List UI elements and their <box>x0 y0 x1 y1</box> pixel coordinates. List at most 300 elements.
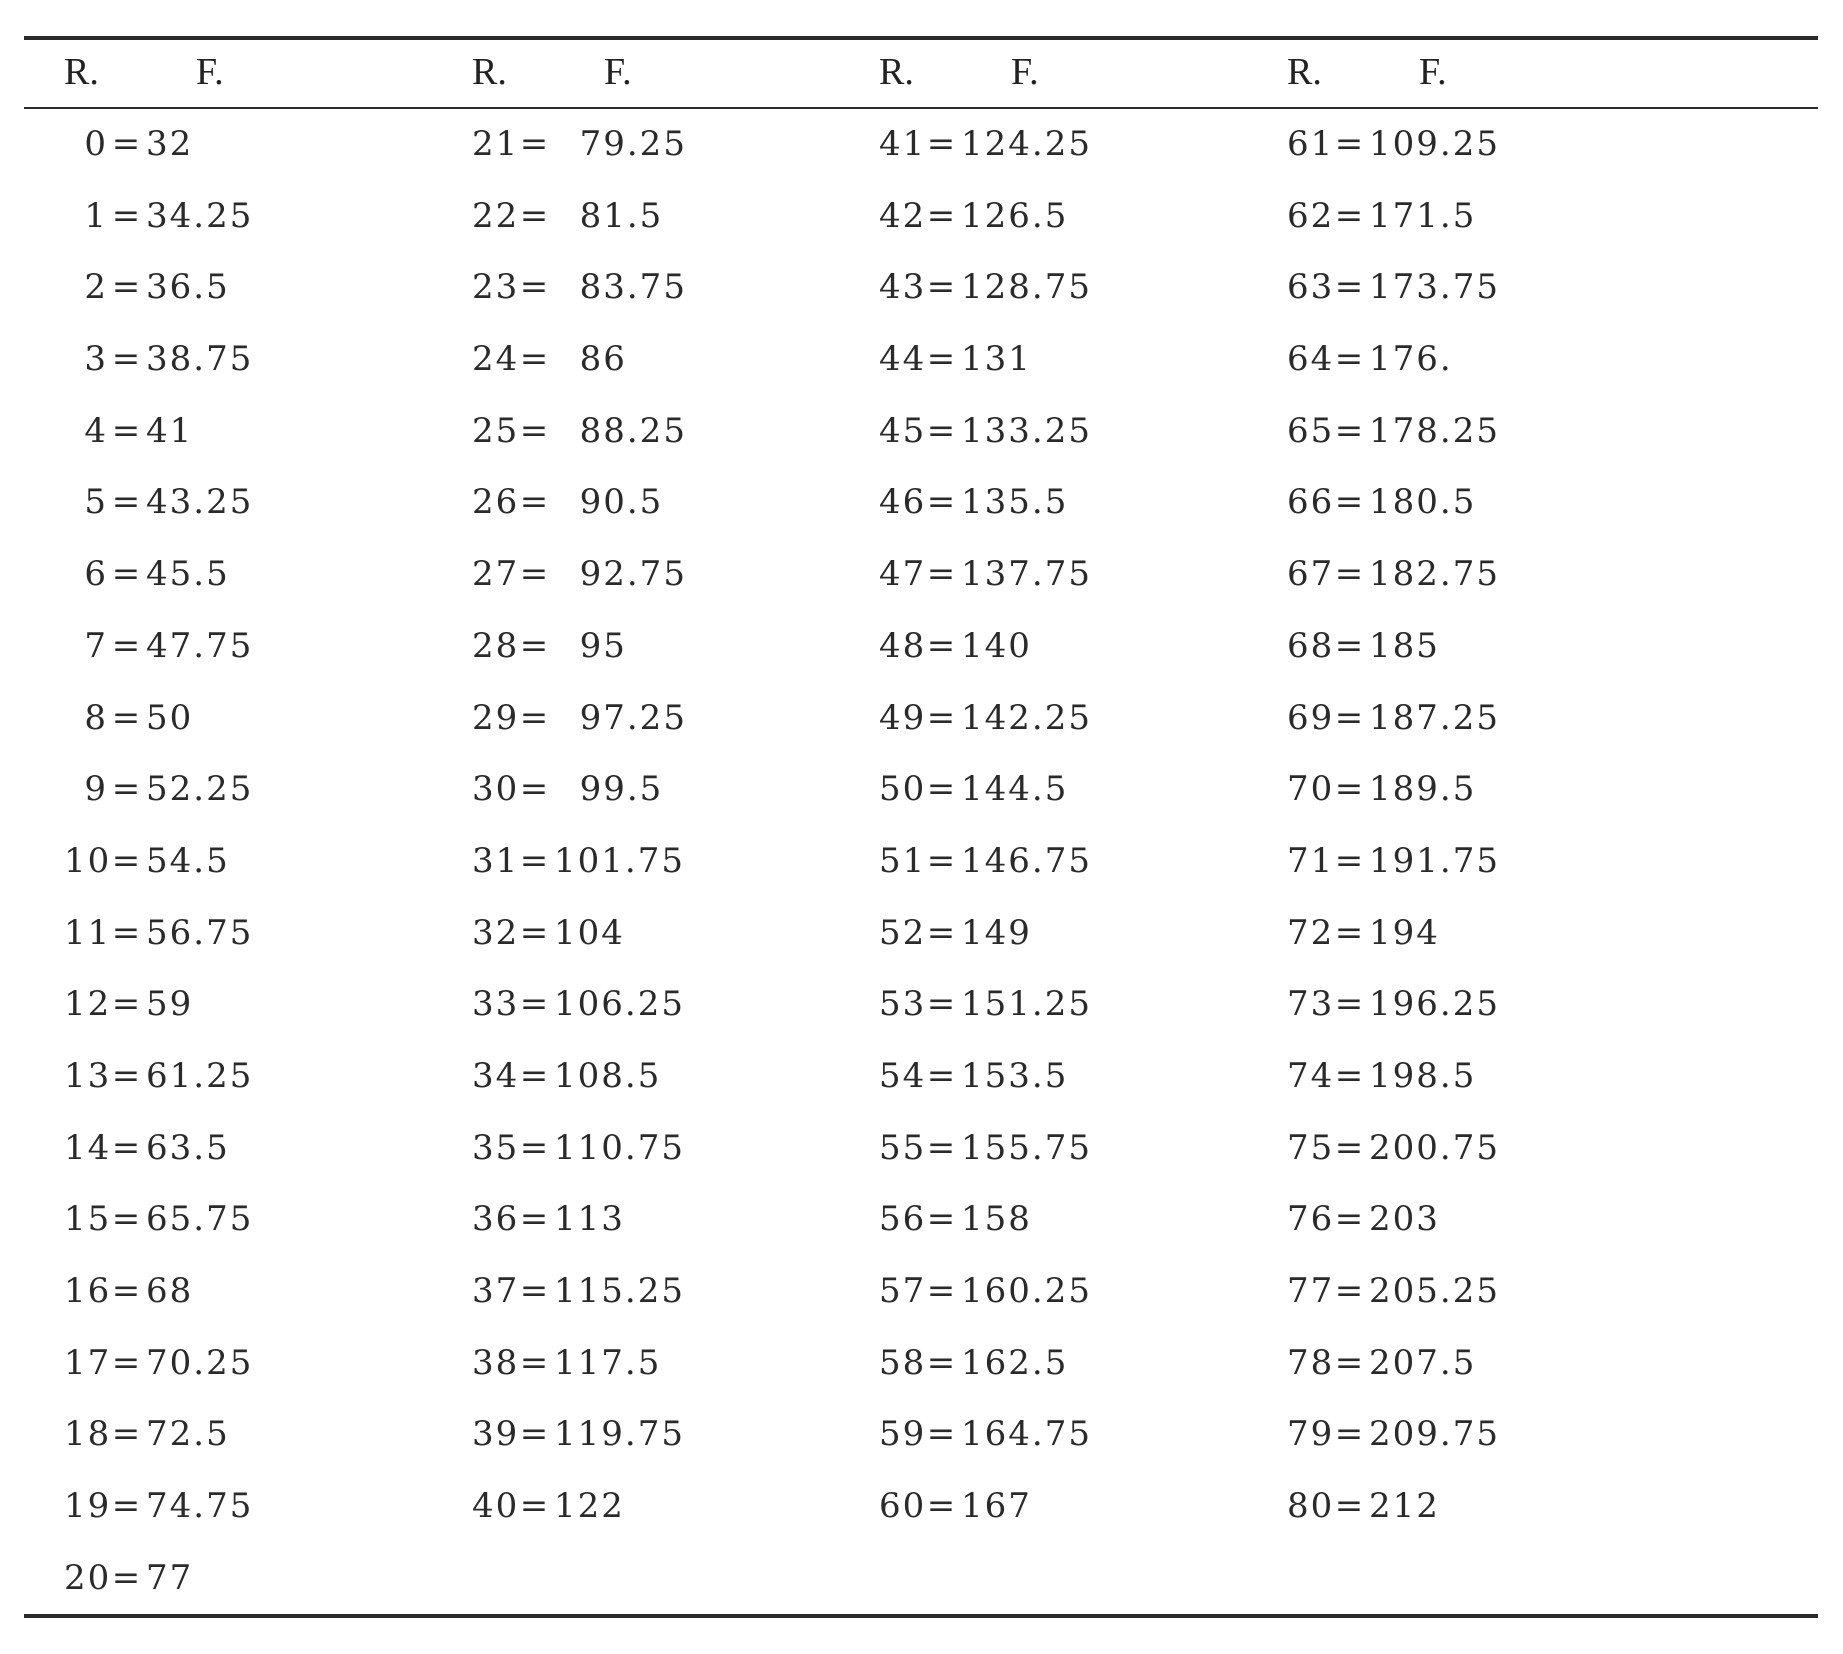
table-entry <box>879 761 1092 833</box>
table-top-rule <box>24 36 1818 40</box>
reaumur-value: 20 <box>64 1557 112 1598</box>
equals-sign: = <box>519 1271 551 1311</box>
table-entry <box>472 1478 687 1550</box>
table-entry <box>64 1550 253 1622</box>
table-entry <box>472 403 687 475</box>
table-entry <box>472 690 687 762</box>
fahrenheit-value: 173.75 <box>1369 267 1500 308</box>
fahrenheit-value: 191.75 <box>1369 840 1500 881</box>
equals-sign: = <box>926 482 958 523</box>
equals-sign: = <box>1334 769 1366 810</box>
equals-sign: = <box>926 1127 958 1168</box>
reaumur-value: 14 <box>64 1127 112 1168</box>
reaumur-value: 74 <box>1287 1055 1335 1096</box>
fahrenheit-value: 207.5 <box>1369 1342 1477 1383</box>
equals-sign: = <box>1334 697 1366 738</box>
table-entry <box>64 1048 253 1120</box>
reaumur-value: 44 <box>879 339 927 380</box>
reaumur-value: 60 <box>879 1486 927 1527</box>
fahrenheit-value: 59 <box>146 984 194 1025</box>
reaumur-value: 66 <box>1287 482 1335 523</box>
fahrenheit-value: 158 <box>961 1199 1032 1240</box>
table-entry <box>879 1120 1092 1192</box>
table-entry <box>472 474 687 546</box>
reaumur-value: 12 <box>64 984 112 1025</box>
equals-sign: = <box>519 769 551 810</box>
table-entry <box>1287 188 1500 260</box>
fahrenheit-value: 45.5 <box>146 554 230 595</box>
equals-sign: = <box>111 554 143 595</box>
fahrenheit-value: 38.75 <box>146 339 254 380</box>
table-entry <box>472 1048 687 1120</box>
equals-sign: = <box>1334 410 1366 451</box>
equals-sign: = <box>926 625 958 666</box>
table-entry <box>1287 546 1500 618</box>
fahrenheit-value: 128.75 <box>961 267 1092 308</box>
equals-sign: = <box>519 554 551 595</box>
table-entry <box>472 188 687 260</box>
column-rows <box>1287 116 1500 1550</box>
table-entry <box>64 905 253 977</box>
reaumur-value: 62 <box>1287 195 1335 236</box>
equals-sign: = <box>1334 912 1366 953</box>
reaumur-value: 26 <box>472 482 520 523</box>
table-entry <box>64 474 253 546</box>
equals-sign: = <box>1334 1127 1366 1168</box>
table-entry <box>879 1478 1092 1550</box>
fahrenheit-value: 160.25 <box>961 1271 1092 1311</box>
fahrenheit-value: 90.5 <box>554 482 664 523</box>
reaumur-value: 51 <box>879 840 927 881</box>
table-entry <box>64 761 253 833</box>
equals-sign: = <box>519 1414 551 1455</box>
equals-sign: = <box>519 697 551 738</box>
table-entry <box>1287 1263 1500 1335</box>
reaumur-value: 64 <box>1287 339 1335 380</box>
reaumur-value: 1 <box>84 195 108 236</box>
equals-sign: = <box>1334 840 1366 881</box>
header-r-label: R. <box>1287 51 1322 93</box>
table-entry <box>879 116 1092 188</box>
table-entry <box>879 618 1092 690</box>
equals-sign: = <box>926 1414 958 1455</box>
equals-sign: = <box>519 984 551 1025</box>
equals-sign: = <box>1334 267 1366 308</box>
reaumur-value: 27 <box>472 554 520 595</box>
equals-sign: = <box>519 1127 551 1168</box>
table-entry <box>1287 1335 1500 1407</box>
equals-sign: = <box>519 1486 551 1527</box>
equals-sign: = <box>1334 124 1366 164</box>
fahrenheit-value: 95 <box>554 625 627 666</box>
table-entry <box>472 618 687 690</box>
fahrenheit-value: 185 <box>1369 625 1440 666</box>
reaumur-value: 19 <box>64 1486 112 1527</box>
fahrenheit-value: 56.75 <box>146 912 254 953</box>
table-bottom-rule <box>24 1614 1818 1618</box>
table-entry <box>472 1263 687 1335</box>
reaumur-value: 48 <box>879 625 927 666</box>
equals-sign: = <box>926 1055 958 1096</box>
reaumur-value: 72 <box>1287 912 1335 953</box>
table-entry <box>1287 690 1500 762</box>
reaumur-value: 29 <box>472 697 520 738</box>
fahrenheit-value: 88.25 <box>554 410 687 451</box>
equals-sign: = <box>926 267 958 308</box>
fahrenheit-value: 43.25 <box>146 482 254 523</box>
equals-sign: = <box>111 984 143 1025</box>
equals-sign: = <box>111 1486 143 1527</box>
reaumur-value: 6 <box>84 554 108 595</box>
header-f-label: F. <box>1419 51 1447 93</box>
equals-sign: = <box>111 1127 143 1168</box>
equals-sign: = <box>519 410 551 451</box>
fahrenheit-value: 149 <box>961 912 1032 953</box>
reaumur-value: 4 <box>84 410 108 451</box>
table-entry <box>879 259 1092 331</box>
fahrenheit-value: 63.5 <box>146 1127 230 1168</box>
reaumur-value: 13 <box>64 1055 112 1096</box>
fahrenheit-value: 171.5 <box>1369 195 1477 236</box>
equals-sign: = <box>926 1486 958 1527</box>
reaumur-value: 54 <box>879 1055 927 1096</box>
equals-sign: = <box>111 1342 143 1383</box>
reaumur-value: 42 <box>879 195 927 236</box>
fahrenheit-value: 176. <box>1369 339 1453 380</box>
reaumur-value: 7 <box>84 625 108 666</box>
table-entry <box>879 474 1092 546</box>
equals-sign: = <box>111 769 143 810</box>
reaumur-value: 31 <box>472 840 520 881</box>
fahrenheit-value: 34.25 <box>146 195 254 236</box>
table-entry <box>472 1191 687 1263</box>
reaumur-value: 78 <box>1287 1342 1335 1383</box>
table-entry <box>879 833 1092 905</box>
table-entry <box>64 546 253 618</box>
reaumur-value: 39 <box>472 1414 520 1455</box>
fahrenheit-value: 119.75 <box>554 1414 685 1455</box>
reaumur-value: 15 <box>64 1199 112 1240</box>
column-rows <box>879 116 1092 1550</box>
equals-sign: = <box>519 267 551 308</box>
reaumur-value: 63 <box>1287 267 1335 308</box>
table-entry <box>879 1335 1092 1407</box>
table-entry <box>1287 761 1500 833</box>
fahrenheit-value: 72.5 <box>146 1414 230 1455</box>
equals-sign: = <box>1334 1055 1366 1096</box>
header-f-label: F. <box>196 51 224 93</box>
equals-sign: = <box>1334 554 1366 595</box>
reaumur-value: 79 <box>1287 1414 1335 1455</box>
table-entry <box>879 1406 1092 1478</box>
column-rows <box>472 116 687 1550</box>
header-r-label: R. <box>879 51 914 93</box>
fahrenheit-value: 81.5 <box>554 195 664 236</box>
reaumur-value: 50 <box>879 769 927 810</box>
reaumur-value: 43 <box>879 267 927 308</box>
equals-sign: = <box>926 339 958 380</box>
fahrenheit-value: 146.75 <box>961 840 1092 881</box>
equals-sign: = <box>1334 984 1366 1025</box>
reaumur-value: 16 <box>64 1271 112 1311</box>
table-entry <box>1287 259 1500 331</box>
equals-sign: = <box>1334 1271 1366 1311</box>
reaumur-value: 65 <box>1287 410 1335 451</box>
fahrenheit-value: 153.5 <box>961 1055 1069 1096</box>
reaumur-value: 17 <box>64 1342 112 1383</box>
fahrenheit-value: 36.5 <box>146 267 230 308</box>
table-entry <box>879 1263 1092 1335</box>
table-entry <box>472 1120 687 1192</box>
equals-sign: = <box>1334 195 1366 236</box>
fahrenheit-value: 104 <box>554 912 625 953</box>
table-entry <box>472 331 687 403</box>
fahrenheit-value: 140 <box>961 625 1032 666</box>
fahrenheit-value: 32 <box>146 124 194 164</box>
fahrenheit-value: 200.75 <box>1369 1127 1500 1168</box>
reaumur-value: 76 <box>1287 1199 1335 1240</box>
reaumur-value: 52 <box>879 912 927 953</box>
reaumur-value: 67 <box>1287 554 1335 595</box>
fahrenheit-value: 99.5 <box>554 769 664 810</box>
header-r-label: R. <box>472 51 507 93</box>
table-entry <box>64 188 253 260</box>
fahrenheit-value: 144.5 <box>961 769 1069 810</box>
table-entry <box>1287 403 1500 475</box>
reaumur-value: 23 <box>472 267 520 308</box>
table-entry <box>1287 833 1500 905</box>
equals-sign: = <box>111 482 143 523</box>
reaumur-value: 22 <box>472 195 520 236</box>
fahrenheit-value: 117.5 <box>554 1342 662 1383</box>
reaumur-value: 61 <box>1287 124 1335 164</box>
reaumur-value: 40 <box>472 1486 520 1527</box>
table-entry <box>472 833 687 905</box>
fahrenheit-value: 182.75 <box>1369 554 1500 595</box>
reaumur-value: 41 <box>879 124 927 164</box>
table-entry <box>1287 618 1500 690</box>
table-entry <box>64 403 253 475</box>
fahrenheit-value: 65.75 <box>146 1199 254 1240</box>
equals-sign: = <box>111 912 143 953</box>
reaumur-value: 47 <box>879 554 927 595</box>
table-entry <box>472 259 687 331</box>
equals-sign: = <box>519 912 551 953</box>
reaumur-value: 56 <box>879 1199 927 1240</box>
reaumur-value: 57 <box>879 1271 927 1311</box>
reaumur-value: 75 <box>1287 1127 1335 1168</box>
equals-sign: = <box>111 267 143 308</box>
reaumur-value: 45 <box>879 410 927 451</box>
equals-sign: = <box>111 840 143 881</box>
fahrenheit-value: 194 <box>1369 912 1440 953</box>
header-r-label: R. <box>64 51 99 93</box>
fahrenheit-value: 124.25 <box>961 124 1092 164</box>
equals-sign: = <box>519 840 551 881</box>
fahrenheit-value: 133.25 <box>961 410 1092 451</box>
fahrenheit-value: 92.75 <box>554 554 687 595</box>
table-entry <box>1287 1191 1500 1263</box>
reaumur-value: 33 <box>472 984 520 1025</box>
column-rows <box>64 116 253 1621</box>
fahrenheit-value: 54.5 <box>146 840 230 881</box>
reaumur-value: 21 <box>472 124 520 164</box>
table-entry <box>879 976 1092 1048</box>
equals-sign: = <box>1334 1199 1366 1240</box>
reaumur-value: 53 <box>879 984 927 1025</box>
reaumur-value: 55 <box>879 1127 927 1168</box>
table-entry <box>64 1478 253 1550</box>
table-entry <box>64 1191 253 1263</box>
table-entry <box>879 546 1092 618</box>
table-entry <box>1287 1048 1500 1120</box>
fahrenheit-value: 41 <box>146 410 194 451</box>
equals-sign: = <box>1334 625 1366 666</box>
equals-sign: = <box>111 1199 143 1240</box>
equals-sign: = <box>519 195 551 236</box>
equals-sign: = <box>519 625 551 666</box>
equals-sign: = <box>519 1199 551 1240</box>
fahrenheit-value: 178.25 <box>1369 410 1500 451</box>
fahrenheit-value: 151.25 <box>961 984 1092 1025</box>
table-entry <box>1287 1120 1500 1192</box>
equals-sign: = <box>926 1342 958 1383</box>
fahrenheit-value: 126.5 <box>961 195 1069 236</box>
header-f-label: F. <box>1011 51 1039 93</box>
reaumur-value: 35 <box>472 1127 520 1168</box>
equals-sign: = <box>1334 1342 1366 1383</box>
table-entry <box>879 1191 1092 1263</box>
reaumur-value: 0 <box>84 124 108 164</box>
fahrenheit-value: 155.75 <box>961 1127 1092 1168</box>
equals-sign: = <box>926 769 958 810</box>
table-entry <box>879 188 1092 260</box>
table-entry <box>64 976 253 1048</box>
reaumur-value: 2 <box>84 267 108 308</box>
equals-sign: = <box>111 195 143 236</box>
table-entry <box>64 833 253 905</box>
table-entry <box>1287 905 1500 977</box>
fahrenheit-value: 109.25 <box>1369 124 1500 164</box>
equals-sign: = <box>111 625 143 666</box>
table-entry <box>1287 116 1500 188</box>
reaumur-value: 38 <box>472 1342 520 1383</box>
reaumur-value: 68 <box>1287 625 1335 666</box>
fahrenheit-value: 70.25 <box>146 1342 254 1383</box>
table-entry <box>879 905 1092 977</box>
fahrenheit-value: 50 <box>146 697 194 738</box>
equals-sign: = <box>519 124 551 164</box>
fahrenheit-value: 209.75 <box>1369 1414 1500 1455</box>
table-entry <box>472 905 687 977</box>
table-entry <box>879 690 1092 762</box>
fahrenheit-value: 106.25 <box>554 984 685 1025</box>
fahrenheit-value: 203 <box>1369 1199 1440 1240</box>
table-entry <box>472 116 687 188</box>
reaumur-value: 25 <box>472 410 520 451</box>
fahrenheit-value: 187.25 <box>1369 697 1500 738</box>
reaumur-value: 46 <box>879 482 927 523</box>
table-entry <box>472 976 687 1048</box>
fahrenheit-value: 108.5 <box>554 1055 662 1096</box>
fahrenheit-value: 77 <box>146 1557 194 1598</box>
equals-sign: = <box>111 339 143 380</box>
fahrenheit-value: 212 <box>1369 1486 1440 1527</box>
reaumur-value: 36 <box>472 1199 520 1240</box>
reaumur-value: 8 <box>84 697 108 738</box>
equals-sign: = <box>926 840 958 881</box>
reaumur-value: 77 <box>1287 1271 1335 1311</box>
reaumur-value: 58 <box>879 1342 927 1383</box>
table-entry <box>879 1048 1092 1120</box>
reaumur-value: 28 <box>472 625 520 666</box>
reaumur-value: 9 <box>84 769 108 810</box>
equals-sign: = <box>926 984 958 1025</box>
equals-sign: = <box>1334 1486 1366 1527</box>
reaumur-value: 80 <box>1287 1486 1335 1527</box>
equals-sign: = <box>519 339 551 380</box>
fahrenheit-value: 47.75 <box>146 625 254 666</box>
table-entry <box>472 1406 687 1478</box>
fahrenheit-value: 113 <box>554 1199 625 1240</box>
equals-sign: = <box>111 410 143 451</box>
fahrenheit-value: 79.25 <box>554 124 687 164</box>
reaumur-value: 34 <box>472 1055 520 1096</box>
table-entry <box>1287 976 1500 1048</box>
equals-sign: = <box>111 1271 143 1311</box>
fahrenheit-value: 74.75 <box>146 1486 254 1527</box>
table-entry <box>64 1263 253 1335</box>
fahrenheit-value: 164.75 <box>961 1414 1092 1455</box>
reaumur-value: 70 <box>1287 769 1335 810</box>
table-entry <box>472 761 687 833</box>
fahrenheit-value: 189.5 <box>1369 769 1477 810</box>
fahrenheit-value: 162.5 <box>961 1342 1069 1383</box>
table-entry <box>64 259 253 331</box>
fahrenheit-value: 52.25 <box>146 769 254 810</box>
fahrenheit-value: 135.5 <box>961 482 1069 523</box>
fahrenheit-value: 101.75 <box>554 840 685 881</box>
fahrenheit-value: 167 <box>961 1486 1032 1527</box>
equals-sign: = <box>926 410 958 451</box>
table-entry <box>64 331 253 403</box>
fahrenheit-value: 61.25 <box>146 1055 254 1096</box>
fahrenheit-value: 131 <box>961 339 1032 380</box>
table-entry <box>472 546 687 618</box>
table-entry <box>64 690 253 762</box>
equals-sign: = <box>1334 482 1366 523</box>
table-header-rule <box>24 107 1818 109</box>
fahrenheit-value: 86 <box>554 339 627 380</box>
table-entry <box>64 116 253 188</box>
reaumur-value: 32 <box>472 912 520 953</box>
table-entry <box>879 331 1092 403</box>
equals-sign: = <box>111 124 143 164</box>
fahrenheit-value: 83.75 <box>554 267 687 308</box>
fahrenheit-value: 137.75 <box>961 554 1092 595</box>
reaumur-value: 11 <box>64 912 112 953</box>
equals-sign: = <box>1334 339 1366 380</box>
equals-sign: = <box>926 912 958 953</box>
reaumur-value: 10 <box>64 840 112 881</box>
fahrenheit-value: 180.5 <box>1369 482 1477 523</box>
equals-sign: = <box>111 1557 143 1598</box>
equals-sign: = <box>926 697 958 738</box>
fahrenheit-value: 110.75 <box>554 1127 685 1168</box>
table-entry <box>1287 474 1500 546</box>
equals-sign: = <box>111 1414 143 1455</box>
equals-sign: = <box>519 482 551 523</box>
